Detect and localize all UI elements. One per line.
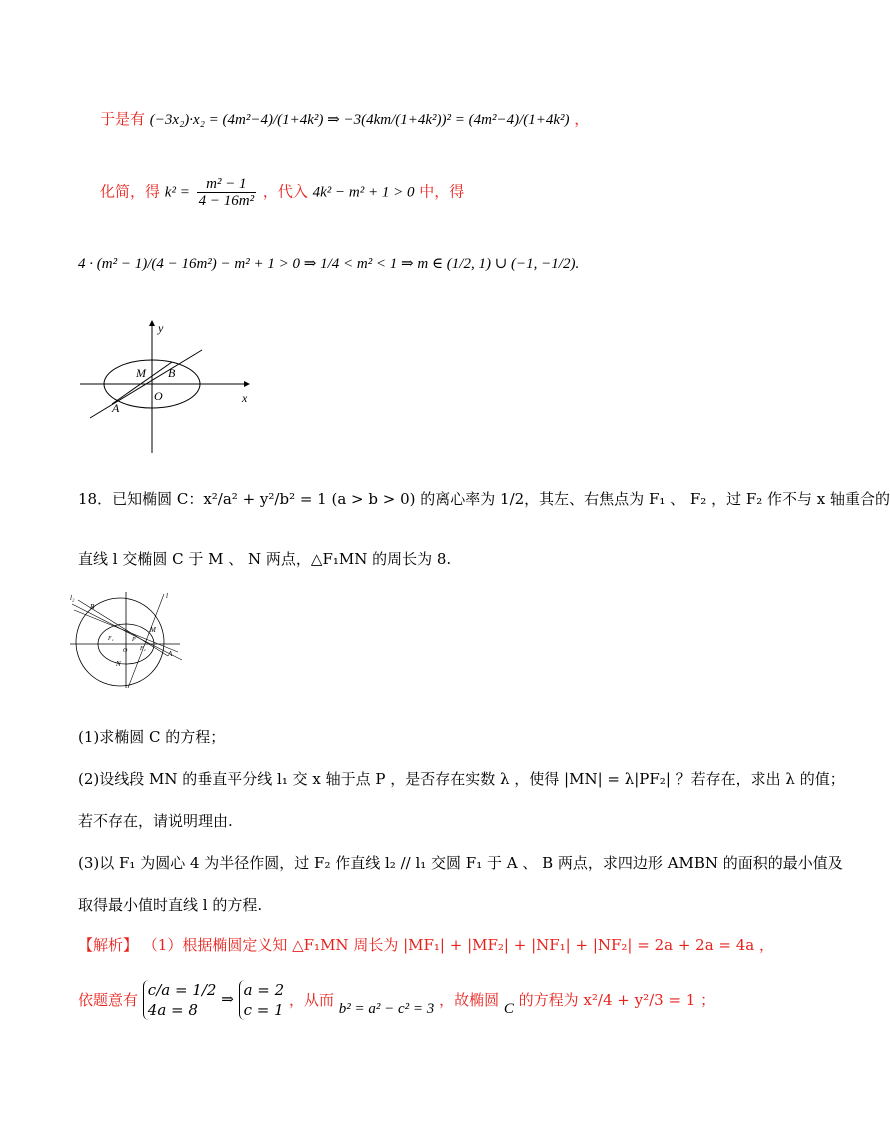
fig1-label-O: O [154,389,163,403]
implies-arrow: ⇒ [221,992,234,1008]
inequality: 4k² − m² + 1 > 0 [312,184,415,201]
k-squared: k² = [164,184,190,201]
analysis-congerr: ，从而 [288,991,334,1009]
problem-18-line-1 [78,488,890,510]
fig2-label-l: l [166,592,168,600]
fraction-k2 [197,176,256,209]
problem-18-line-2 [78,548,451,570]
fig1-label-M: M [136,366,146,380]
problem-18-statement-2: 直线 l 交椭圆 C 于 M 、 N 两点，△F₁MN 的周长为 8. [78,550,452,568]
analysis-final: 的方程为 x²/4 + y²/3 = 1 ； [518,991,716,1009]
sub-question-2b-text: 若不存在，请说明理由. [78,812,233,830]
equation-3: 4 · (m² − 1)/(4 − 16m²) − m² + 1 > 0 ⇒ 1/4 < m² < 1 ⇒ m ∈ (1/2, 1) ∪ (−1, −1/2). [78,256,580,272]
fig1-label-x: x [242,391,248,405]
analysis-text-1: （1）根据椭圆定义知 △F₁MN 周长为 |MF₁| + |MF₂| + |NF₁| + |NF₂| = 2a + 2a = 4a ， [142,936,775,954]
text-huajian: 化简，得 [100,182,161,201]
result-system [239,980,285,1020]
sub-question-2b [78,810,233,832]
system-eq-2: 4a = 8 [147,1001,198,1019]
comma-1: ， [574,110,590,128]
sub-question-3b-text: 取得最小值时直线 l 的方程. [78,896,263,914]
sub-question-2a [78,768,845,790]
analysis-yitiyi: 依题意有 [78,991,139,1009]
system-eq-1: c/a = 1/2 [147,981,217,999]
fraction-numerator: m² − 1 [197,176,256,193]
analysis-tag: 【解析】 [78,936,139,954]
fig2-label-N: N [116,660,121,668]
fig1-label-y: y [158,321,164,335]
result-c: c = 1 [243,1001,284,1019]
fig2-label-M: M [150,626,156,634]
sub-question-3a [78,852,843,874]
fig2-label-B: B [90,603,95,611]
fraction-denominator: 4 − 16m² [198,193,255,209]
text-dairu: ，代入 [262,182,308,201]
equation-1: (−3x₂)·x₂ = (4m²−4)/(1+4k²) ⇒ −3(4km/(1+4k²))² = (4m²−4)/(1+4k²) [149,112,570,128]
derivation-line-2 [100,176,464,209]
sub-question-3a-text: (3)以 F₁ 为圆心 4 为半径作圆，过 F₂ 作直线 l₂ // l₁ 交圆 F₁ 于 A 、 B 两点，求四边形 AMBN 的面积的最小值及 [78,854,843,872]
result-a: a = 2 [243,981,285,999]
fig2-label-A: A [168,650,173,658]
fig2-label-l2: l₂ [70,594,75,602]
fig2-label-P: P [132,637,136,643]
text-zhong-de: 中，得 [419,182,465,201]
fig2-label-O: O [123,648,128,654]
fig1-label-A: A [112,401,120,415]
sub-question-1-text: (1)求椭圆 C 的方程； [78,728,226,746]
derivation-line-1 [100,108,589,131]
sub-question-3b [78,894,262,916]
analysis-gu: ，故椭圆 [439,991,500,1009]
sub-question-2a-text: (2)设线段 MN 的垂直平分线 l₁ 交 x 轴于点 P ，是否存在实数 λ ，使得 |MN| = λ|PF₂| ？若存在，求出 λ 的值； [78,770,845,788]
analysis-line-1 [78,934,774,956]
analysis-line-2 [78,980,715,1040]
fig2-label-F2: F₂ [140,646,146,652]
circle-ellipse-figure-2 [68,590,188,690]
derivation-line-3 [78,252,579,275]
problem-18-statement-1: 18．已知椭圆 C：x²/a² + y²/b² = 1 (a > b > 0) 的离心率为 1/2，其左、右焦点为 F₁ 、 F₂ ，过 F₂ 作不与 x 轴重合的 [78,490,890,508]
ellipse-C: C [503,1001,514,1017]
sub-question-1 [78,726,225,748]
fig2-label-F1: F₁ [108,636,114,642]
text-yushi: 于是有 [100,110,146,128]
fig1-label-B: B [168,366,176,380]
equation-system [143,980,217,1020]
ellipse-figure-1 [72,318,262,458]
b-squared: b² = a² − c² = 3 [338,1001,435,1017]
